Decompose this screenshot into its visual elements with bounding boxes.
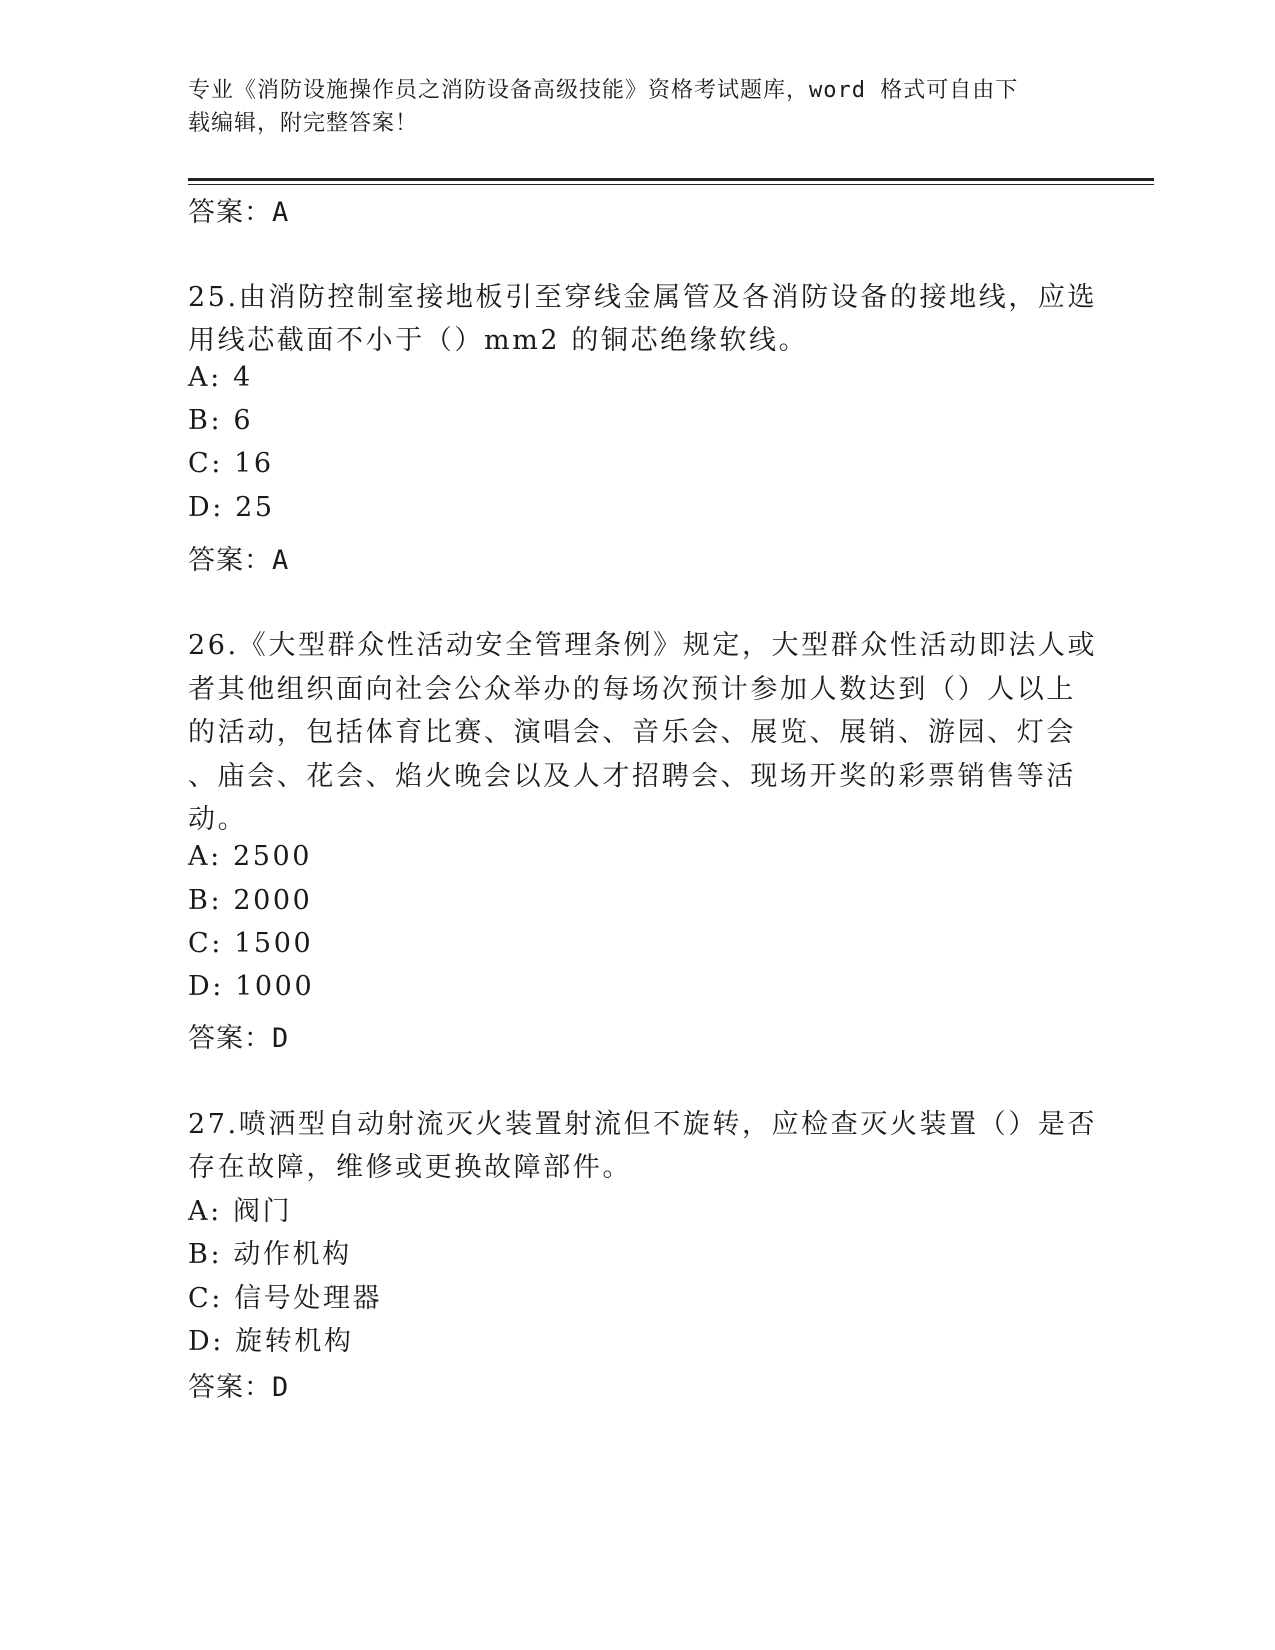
question-text-line: 、庙会、花会、焰火晚会以及人才招聘会、现场开奖的彩票销售等活 [188, 761, 1076, 792]
option-d: D: 25 [188, 492, 275, 523]
option-b: B: 6 [188, 405, 254, 436]
question-text-line: 者其他组织面向社会公众举办的每场次预计参加人数达到（）人以上 [188, 674, 1076, 705]
option-b: B: 动作机构 [188, 1239, 352, 1270]
header-rule-thick [188, 178, 1154, 181]
question-text-line: 动。 [188, 804, 248, 835]
option-c: C: 16 [188, 448, 274, 479]
question-text-line: 存在故障，维修或更换故障部件。 [188, 1152, 632, 1183]
answer [188, 1365, 289, 1404]
answer-value: A [272, 545, 290, 576]
prev-answer [188, 190, 289, 229]
question-text-line: 用线芯截面不小于（）mm2 的铜芯绝缘软线。 [188, 325, 809, 356]
option-d: D: 1000 [188, 971, 315, 1002]
document-header [188, 74, 1078, 140]
header-rule-thin [188, 184, 1154, 185]
question-text-line: 26.《大型群众性活动安全管理条例》规定，大型群众性活动即法人或 [188, 630, 1098, 661]
option-a: A: 阀门 [188, 1196, 293, 1227]
answer-label: 答案： [188, 1023, 272, 1054]
option-c: C: 1500 [188, 928, 314, 959]
answer-label: 答案： [188, 197, 272, 228]
option-d: D: 旋转机构 [188, 1326, 354, 1357]
option-a: A: 4 [188, 362, 253, 393]
answer-value: A [272, 197, 290, 228]
answer-label: 答案： [188, 1372, 272, 1403]
question-text-line: 27.喷洒型自动射流灭火装置射流但不旋转，应检查灭火装置（）是否 [188, 1109, 1098, 1140]
answer-value: D [272, 1372, 290, 1403]
answer [188, 538, 289, 577]
question-text-line: 25.由消防控制室接地板引至穿线金属管及各消防设备的接地线，应选 [188, 282, 1098, 313]
header-line-1: 专业《消防设施操作员之消防设备高级技能》资格考试题库，word 格式可自由下 [188, 78, 1019, 103]
question-text-line: 的活动，包括体育比赛、演唱会、音乐会、展览、展销、游园、灯会 [188, 717, 1076, 748]
option-a: A: 2500 [188, 841, 313, 872]
option-b: B: 2000 [188, 885, 313, 916]
answer [188, 1016, 289, 1055]
answer-label: 答案： [188, 545, 272, 576]
header-line-2: 载编辑，附完整答案！ [188, 111, 419, 136]
answer-value: D [272, 1023, 290, 1054]
option-c: C: 信号处理器 [188, 1283, 383, 1314]
